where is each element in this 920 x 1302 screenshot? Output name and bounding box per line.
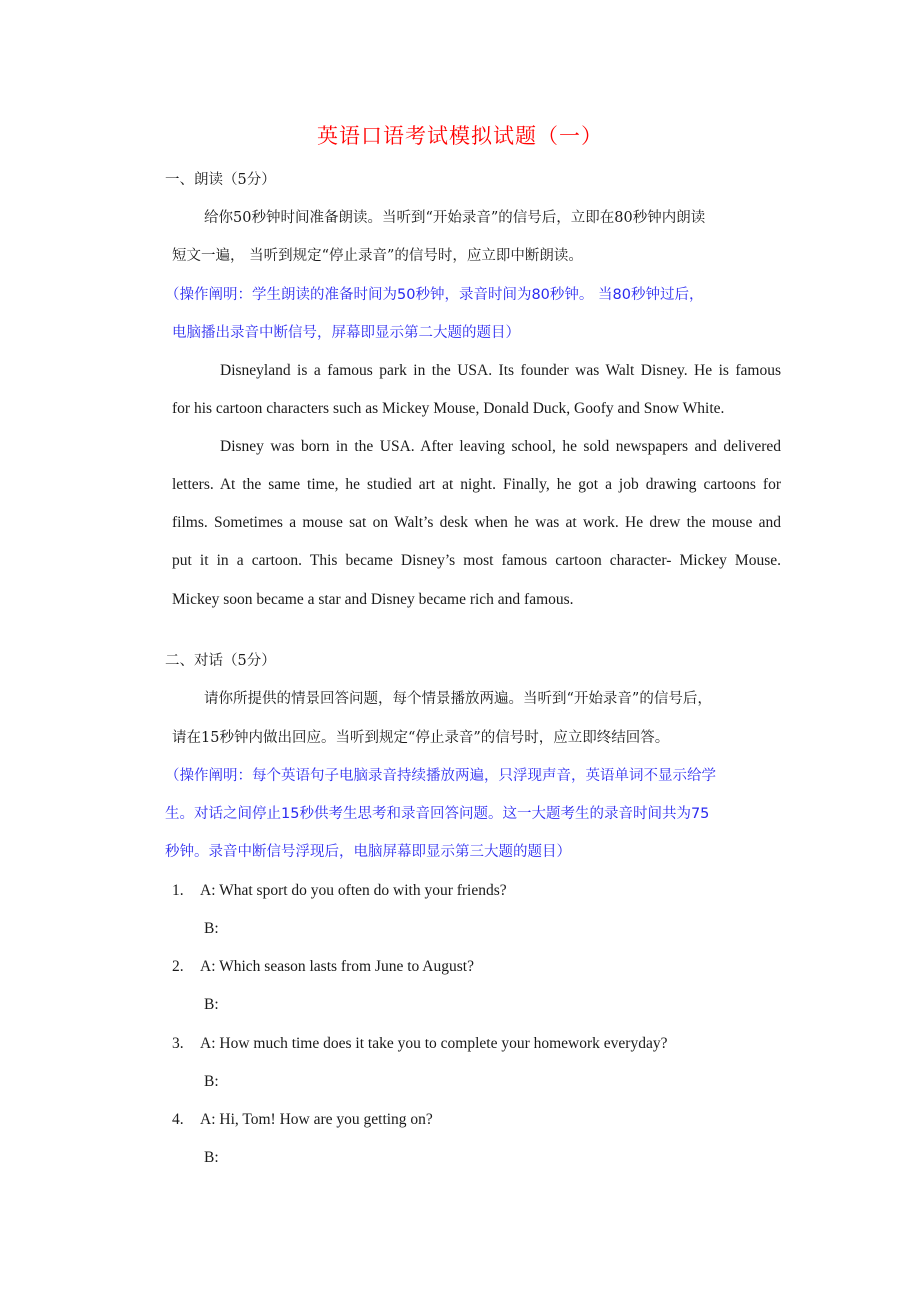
question-b: B:: [204, 1149, 219, 1166]
document-title: 英语口语考试模拟试题（一）: [317, 124, 603, 148]
section1-heading: 一、朗读（5分）: [165, 172, 276, 188]
section1-note-line: （操作阐明：学生朗读的准备时间为50秒钟，录音时间为80秒钟。 当80秒钟过后，: [165, 287, 704, 303]
passage-line: films. Sometimes a mouse sat on Walt’s desk when he was at work. He drew the mouse and: [172, 514, 781, 531]
section2-note-line: 生。对话之间停止15秒供考生思考和录音回答问题。这一大题考生的录音时间共为75: [165, 806, 710, 822]
passage-line: Mickey soon became a star and Disney became rich and famous.: [172, 591, 574, 608]
question-number: 3.: [172, 1035, 184, 1052]
section1-note-line: 电脑播出录音中断信号，屏幕即显示第二大题的题目）: [172, 325, 520, 341]
question-b: B:: [204, 996, 219, 1013]
passage-line: for his cartoon characters such as Mickey Mouse, Donald Duck, Goofy and Snow White.: [172, 400, 725, 417]
passage-line: letters. At the same time, he studied art at night. Finally, he got a job drawing cartoons for: [172, 476, 781, 493]
question-number: 2.: [172, 958, 184, 975]
section2-heading: 二、对话（5分）: [165, 653, 276, 669]
question-number: 1.: [172, 882, 184, 899]
question-a: A: Hi, Tom! How are you getting on?: [200, 1111, 433, 1128]
question-a: A: Which season lasts from June to August?: [200, 958, 474, 975]
question-a: A: What sport do you often do with your friends?: [200, 882, 507, 899]
passage-line: put it in a cartoon. This became Disney’s most famous cartoon character- Mickey Mouse.: [172, 552, 781, 569]
section2-instruction-line: 请你所提供的情景回答问题，每个情景播放两遍。当听到“开始录音”的信号后，: [204, 691, 712, 707]
question-a: A: How much time does it take you to complete your homework everyday?: [200, 1035, 668, 1052]
question-b: B:: [204, 920, 219, 937]
section1-instruction-line: 短文一遍， 当听到规定“停止录音”的信号时，应立即中断朗读。: [172, 248, 583, 264]
section1-instruction-line: 给你50秒钟时间准备朗读。当听到“开始录音”的信号后，立即在80秒钟内朗读: [204, 210, 706, 226]
section2-instruction-line: 请在15秒钟内做出回应。当听到规定“停止录音”的信号时，应立即终结回答。: [172, 730, 670, 746]
section2-note-line: （操作阐明：每个英语句子电脑录音持续播放两遍，只浮现声音，英语单词不显示给学: [165, 768, 716, 784]
question-b: B:: [204, 1073, 219, 1090]
passage-line: Disneyland is a famous park in the USA. Its founder was Walt Disney. He is famous: [220, 362, 781, 379]
section2-note-line: 秒钟。录音中断信号浮现后，电脑屏幕即显示第三大题的题目）: [165, 844, 571, 860]
question-number: 4.: [172, 1111, 184, 1128]
passage-line: Disney was born in the USA. After leaving school, he sold newspapers and delivered: [220, 438, 781, 455]
